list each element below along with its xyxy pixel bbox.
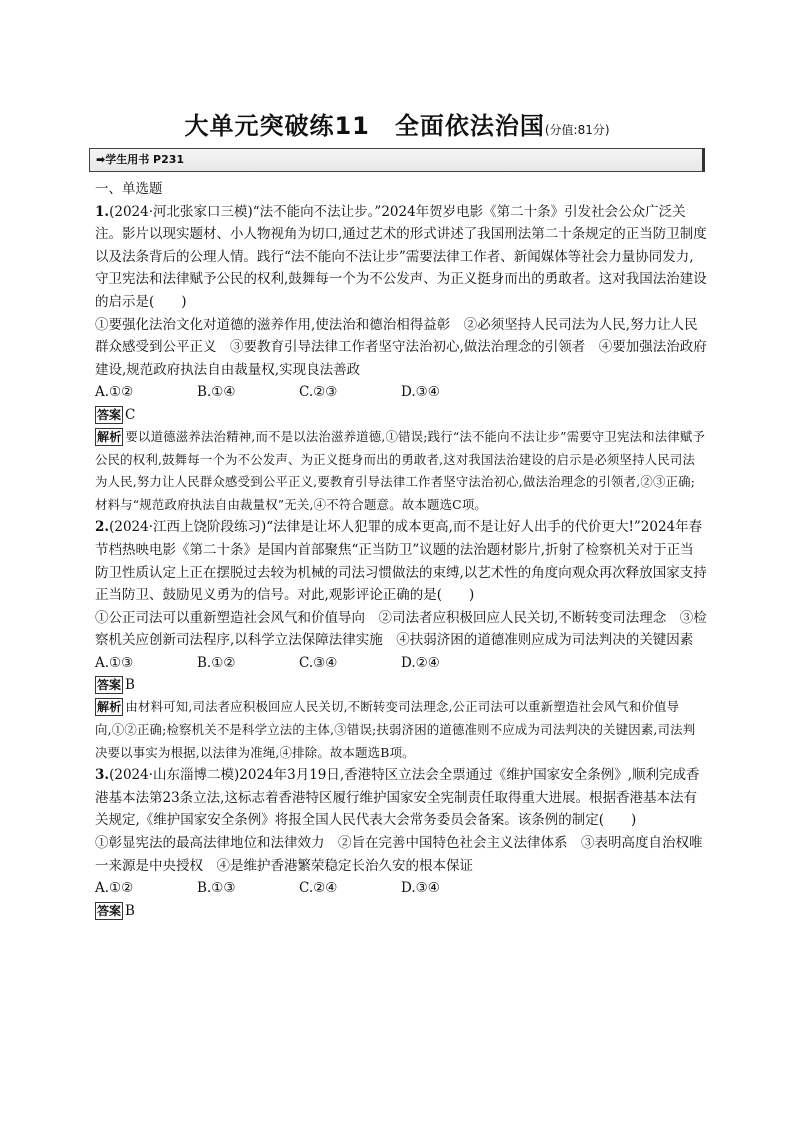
option-a: A.①③: [95, 654, 134, 671]
answer-tag: 答案: [97, 903, 122, 918]
option-c: C.③④: [299, 654, 338, 671]
question-number: 2.: [95, 519, 110, 536]
options-row: [95, 381, 707, 404]
question-number: 3.: [95, 767, 110, 784]
option-c: C.②③: [299, 384, 338, 401]
question-statements: ①彰显宪法的最高法律地位和法律效力 ②旨在完善中国特色社会主义法律体系 ③表明高度自治权唯一来源是中央授权 ④是维护香港繁荣稳定长治久安的根本保证: [95, 835, 703, 874]
analysis: [95, 696, 707, 764]
option-d: D.②④: [401, 654, 440, 671]
content-area: [95, 178, 707, 922]
answer-value: B: [125, 677, 135, 694]
question-stem: [95, 764, 707, 832]
question-3: [95, 764, 707, 922]
analysis-tag: 解析: [97, 429, 122, 444]
question-1: [95, 201, 707, 517]
option-b: B.①③: [197, 880, 236, 897]
book-reference-bar: ➡学生用书 P231: [89, 148, 705, 172]
option-d: D.③④: [401, 384, 440, 401]
analysis-text: 由材料可知,司法者应积极回应人民关切,不断转变司法理念,公正司法可以重新塑造社会风气和价值导向,①②正确;检察机关不是科学立法的主体,③错误;扶弱济困的道德准则不应成为司法判决的关键因素,司法判决要以事实为根据,以法律为准绳,④排除。故本题选B项。: [95, 699, 696, 760]
analysis-tag: 解析: [97, 700, 122, 715]
question-statements: ①要强化法治文化对道德的滋养作用,使法治和德治相得益彰 ②必须坚持人民司法为人民,努力让人民群众感受到公平正义 ③要教育引导法律工作者坚守法治初心,做法治理念的引领者 ④要加强法治政府建设,规范政府执法自由裁量权,实现良法善政: [95, 316, 707, 378]
options-row: [95, 877, 707, 900]
answer-value: B: [125, 902, 135, 919]
answer-tag: 答案: [97, 678, 122, 693]
question-stem: [95, 201, 707, 314]
answer-line: [95, 674, 707, 696]
page-title: [0, 106, 794, 141]
option-a: A.①②: [95, 384, 134, 401]
options-row: [95, 652, 707, 675]
question-2: [95, 516, 707, 764]
question-number: 1.: [95, 203, 110, 220]
option-d: D.③④: [401, 880, 440, 897]
option-c: C.②④: [299, 880, 338, 897]
option-a: A.①②: [95, 880, 134, 897]
question-text: (2024·山东淄博二模)2024年3月19日,香港特区立法会全票通过《维护国家安全条例》,顺利完成香港基本法第23条立法,这标志着香港特区履行维护国家安全宪制责任取得重大进展。根据香港基本法有关规定,《维护国家安全条例》将报全国人民代表大会常务委员会备案。该条例的制定( ): [95, 767, 700, 829]
answer-line: [95, 900, 707, 922]
option-b: B.①②: [197, 654, 236, 671]
answer-tag: 答案: [97, 407, 122, 422]
analysis-text: 要以道德滋养法治精神,而不是以法治滋养道德,①错误;践行“法不能向不法让步”需要守卫宪法和法律赋予公民的权利,鼓舞每一个为不公发声、为正义挺身而出的勇敢者,这对我国法治建设的启示是必须坚持人民司法为人民,努力让人民群众感受到公平正义,要教育引导法律工作者坚守法治初心,做法治理念的引领者,②③正确;材料与“规范政府执法自由裁量权”无关,④不符合题意。故本题选C项。: [95, 428, 706, 512]
answer-value: C: [125, 406, 136, 423]
title-text: 大单元突破练11 全面依法治国: [184, 112, 545, 140]
section-title: 一、单选题: [95, 181, 163, 197]
question-text: (2024·江西上饶阶段练习)“法律是让坏人犯罪的成本更高,而不是让好人出手的代价更大!”2024年春节档热映电影《第二十条》是国内首部聚焦“正当防卫”议题的法治题材影片,折射了检察机关对于正当防卫性质认定上正在摆脱过去较为机械的司法习惯做法的束缚,以艺术性的角度向观众再次释放国家支持正当防卫、鼓励见义勇为的信号。对此,观影评论正确的是( ): [95, 519, 707, 604]
answer-line: [95, 404, 707, 426]
analysis: [95, 426, 707, 516]
question-text: (2024·河北张家口三模)“法不能向不法让步。”2024年贺岁电影《第二十条》引发社会公众广泛关注。影片以现实题材、小人物视角为切口,通过艺术的形式讲述了我国刑法第二十条规定的正当防卫制度以及法条背后的公理人情。践行“法不能向不法让步”需要法律工作者、新闻媒体等社会力量协同发力,守卫宪法和法律赋予公民的权利,鼓舞每一个为不公发声、为正义挺身而出的勇敢者。这对我国法治建设的启示是( ): [95, 203, 707, 310]
option-b: B.①④: [197, 384, 236, 401]
question-stem: [95, 516, 707, 606]
score-note: (分值:81分): [544, 123, 610, 137]
question-statements: ①公正司法可以重新塑造社会风气和价值导向 ②司法者应积极回应人民关切,不断转变司法理念 ③检察机关应创新司法程序,以科学立法保障法律实施 ④扶弱济困的道德准则应成为司法判决的关键因素: [95, 609, 707, 649]
